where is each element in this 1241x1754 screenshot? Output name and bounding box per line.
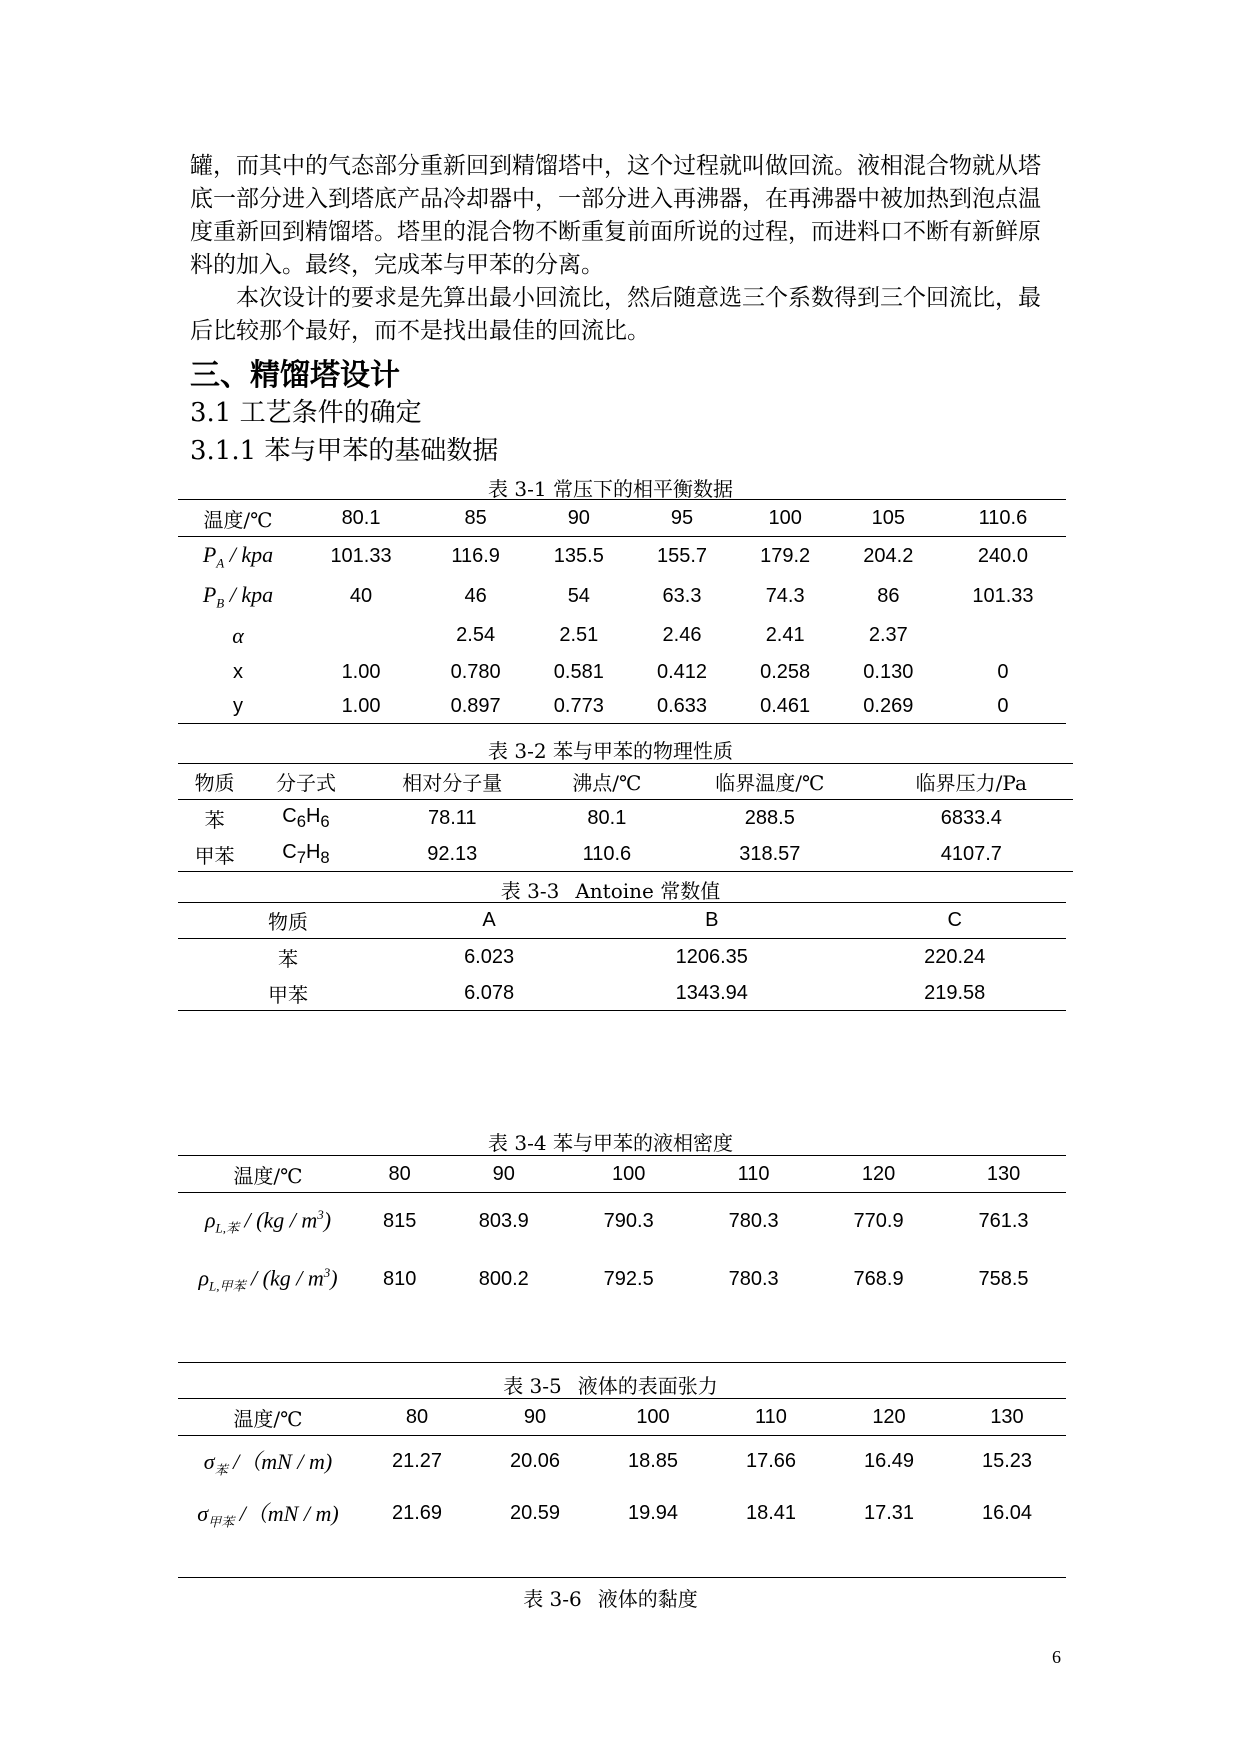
section-title: 三、精馏塔设计: [190, 358, 400, 393]
table2-cell: 92.13: [427, 842, 478, 865]
table1-y-row: [178, 690, 1066, 724]
table2-header: 物质: [178, 764, 251, 800]
table1-caption: 表 3-1 常压下的相平衡数据: [488, 477, 733, 501]
table4-cell: 768.9: [853, 1268, 904, 1290]
table5-cell: 16.49: [863, 1450, 915, 1473]
table3-cell: 220.24: [924, 946, 986, 969]
table5-cell: 16.04: [981, 1502, 1033, 1524]
table3-cell: 6.078: [464, 981, 515, 1004]
table5-cell: 18.41: [745, 1502, 797, 1524]
table4-cell: 800.2: [478, 1268, 529, 1290]
table1-phase-equilibrium: [178, 499, 1066, 724]
table1-cell: 110.6: [940, 500, 1066, 537]
table5-surface-tension: [178, 1398, 1066, 1578]
table1-cell: 0.633: [656, 694, 708, 717]
table1-temp-row: [178, 500, 1066, 537]
table5-row2-label: $\sigma_{甲苯}$ /（mN / m): [197, 1500, 339, 1530]
page-number: 6: [1052, 1647, 1061, 1667]
table1-cell: 80.1: [298, 500, 424, 537]
table5-cell: 90: [476, 1399, 594, 1436]
table4-caption: 表 3-4 苯与甲苯的液相密度: [488, 1131, 733, 1155]
table1-cell: 179.2: [760, 545, 811, 568]
table5-cell: 17.66: [745, 1450, 797, 1473]
table4-row2-label: $\rho_{L,甲苯} / (kg / m^3)$: [198, 1264, 338, 1294]
table2-physical-properties: [178, 763, 1073, 872]
table4-cell: 815: [382, 1210, 417, 1233]
table5-cell: 17.31: [863, 1502, 915, 1524]
table5-temp-label: 温度/℃: [178, 1399, 358, 1436]
table3-caption: 表 3-3 Antoine 常数值: [500, 879, 721, 903]
table5-cell: 110: [712, 1399, 830, 1436]
table1-cell: 40: [349, 585, 373, 607]
table1-cell: 0.780: [450, 660, 501, 683]
table1-pa-row: [178, 537, 1066, 577]
table2-header: 相对分子量: [361, 764, 544, 800]
table5-cell: 130: [948, 1399, 1066, 1436]
table4-cell: 803.9: [478, 1210, 529, 1233]
table4-cell: 90: [441, 1156, 566, 1193]
table4-row-toluene: [178, 1251, 1066, 1309]
table2-cell: 6833.4: [940, 807, 1002, 830]
table1-pb-row: [178, 577, 1066, 617]
table2-header: 沸点/℃: [544, 764, 670, 800]
table1-temp-label: 温度/℃: [178, 500, 298, 537]
table1-cell: 116.9: [451, 545, 500, 568]
table3-cell: 甲苯: [268, 982, 308, 1007]
table4-cell: 80: [358, 1156, 441, 1193]
intro-text: [190, 150, 1060, 348]
table4-cell: 110: [691, 1156, 816, 1193]
table1-cell: 2.54: [456, 624, 496, 646]
table5-cell: 15.23: [981, 1450, 1033, 1473]
table1-cell: 2.41: [765, 624, 805, 646]
table3-cell: 6.023: [464, 946, 515, 969]
table5-cell: 21.69: [391, 1502, 443, 1524]
table2-caption: 表 3-2 苯与甲苯的物理性质: [488, 739, 733, 763]
table5-cell: 18.85: [627, 1450, 679, 1473]
table1-cell: 0.897: [450, 694, 501, 717]
table3-header: C: [843, 903, 1066, 939]
intro-paragraph-2: 本次设计的要求是先算出最小回流比，然后随意选三个系数得到三个回流比，最后比较那个最好，而不是找出最佳的回流比。: [190, 285, 1041, 344]
table5-cell: 20.59: [509, 1502, 561, 1524]
subsection-title-3-1-1: 3.1.1 苯与甲苯的基础数据: [190, 436, 499, 466]
table1-cell: 54: [567, 585, 590, 607]
table3-header-row: [178, 903, 1066, 939]
table1-cell: 46: [464, 585, 487, 607]
table4-cell: 780.3: [728, 1268, 779, 1290]
table3-header: 物质: [178, 903, 398, 939]
table3-row-toluene: [178, 977, 1066, 1011]
table1-cell: 240.0: [977, 545, 1028, 568]
table4-cell: 120: [816, 1156, 941, 1193]
table2-cell: 318.57: [739, 842, 801, 865]
table4-row-benzene: [178, 1193, 1066, 1251]
table4-cell: 761.3: [978, 1210, 1029, 1233]
table1-cell: 85: [424, 500, 527, 537]
table1-cell: 1.00: [341, 694, 381, 717]
table1-cell: 105: [837, 500, 940, 537]
table5-row1-label: $\sigma_苯$ /（mN / m): [203, 1449, 333, 1478]
table4-cell: 810: [382, 1268, 417, 1290]
table1-cell: 86: [877, 585, 900, 607]
table5-temp-row: [178, 1399, 1066, 1436]
table6-caption: 表 3-6 液体的黏度: [523, 1587, 698, 1611]
table2-row-benzene: [178, 800, 1073, 838]
table3-cell: 1206.35: [675, 946, 748, 969]
table2-cell: 甲苯: [194, 843, 235, 868]
table4-temp-label: 温度/℃: [178, 1156, 358, 1193]
table1-pb-label: $P_B$ / kpa: [202, 581, 274, 611]
table1-cell: 74.3: [765, 585, 805, 607]
table2-cell: 78.11: [427, 807, 477, 830]
table5-row-benzene: [178, 1436, 1066, 1488]
table4-temp-row: [178, 1156, 1066, 1193]
table5-spacer-row: [178, 1540, 1066, 1578]
table2-formula: $C_6H_6$: [282, 805, 330, 832]
table4-cell: 130: [941, 1156, 1066, 1193]
table3-cell: 219.58: [924, 981, 986, 1004]
table1-alpha-row: [178, 617, 1066, 655]
table2-cell: 4107.7: [940, 842, 1002, 865]
table1-cell: 101.33: [330, 545, 392, 568]
table1-cell: 0.412: [656, 660, 708, 683]
table1-cell: 0.130: [863, 660, 914, 683]
table3-row-benzene: [178, 939, 1066, 977]
table1-cell: 1.00: [341, 660, 381, 683]
table4-cell: 792.5: [603, 1268, 654, 1290]
table2-cell: 110.6: [582, 842, 632, 865]
table1-cell: 2.37: [868, 624, 908, 646]
table1-cell: [298, 617, 424, 655]
table5-cell: 100: [594, 1399, 712, 1436]
table3-antoine-constants: [178, 902, 1066, 1011]
table2-cell: 288.5: [744, 807, 795, 830]
table4-spacer-row: [178, 1309, 1066, 1363]
table5-cell: 21.27: [391, 1450, 443, 1473]
table2-cell: 苯: [204, 808, 225, 833]
table2-header-row: [178, 764, 1073, 800]
table1-cell: 0: [997, 694, 1009, 717]
table5-cell: 80: [358, 1399, 476, 1436]
table1-cell: 0: [997, 660, 1009, 683]
table1-cell: 63.3: [662, 585, 702, 607]
table2-header: 临界温度/℃: [670, 764, 870, 800]
table1-cell: 2.46: [662, 624, 702, 646]
table4-row1-label: $\rho_{L,苯} / (kg / m^3)$: [204, 1206, 332, 1236]
table1-cell: [940, 617, 1066, 655]
table4-cell: 790.3: [603, 1210, 654, 1233]
table1-cell: 2.51: [559, 624, 599, 646]
table2-row-toluene: [178, 838, 1073, 872]
table4-liquid-density: [178, 1155, 1066, 1363]
table1-y-label: y: [233, 694, 243, 717]
table5-cell: 20.06: [509, 1450, 561, 1473]
table1-cell: 90: [527, 500, 630, 537]
table3-cell: 苯: [278, 947, 298, 972]
table5-cell: 120: [830, 1399, 948, 1436]
table1-cell: 0.773: [553, 694, 604, 717]
table2-header: 分子式: [251, 764, 361, 800]
table1-pa-label: $P_A$ / kpa: [202, 542, 274, 571]
intro-paragraph-1: 罐，而其中的气态部分重新回到精馏塔中，这个过程就叫做回流。液相混合物就从塔底一部分进入到塔底产品冷却器中，一部分进入再沸器，在再沸器中被加热到泡点温度重新回到精馏塔。塔里的混合物不断重复前面所说的过程，而进料口不断有新鲜原料的加入。最终，完成苯与甲苯的分离。: [190, 153, 1041, 278]
table1-cell: 0.258: [760, 660, 811, 683]
table4-cell: 770.9: [853, 1210, 904, 1233]
table1-cell: 95: [630, 500, 733, 537]
table3-cell: 1343.94: [675, 981, 748, 1004]
table2-formula: $C_7H_8$: [282, 840, 330, 867]
table1-cell: 0.581: [553, 660, 604, 683]
table2-header: 临界压力/Pa: [870, 764, 1073, 800]
table1-cell: 100: [734, 500, 837, 537]
table3-header: B: [580, 903, 843, 939]
table1-cell: 204.2: [863, 545, 914, 568]
table3-header: A: [398, 903, 580, 939]
table2-cell: 80.1: [587, 807, 627, 830]
table1-cell: 0.461: [760, 694, 811, 717]
subsection-title-3-1: 3.1 工艺条件的确定: [190, 398, 422, 428]
table1-cell: 0.269: [863, 694, 914, 717]
table1-cell: 101.33: [972, 585, 1034, 607]
table4-cell: 758.5: [978, 1268, 1029, 1290]
table5-row-toluene: [178, 1488, 1066, 1540]
table5-caption: 表 3-5 液体的表面张力: [503, 1374, 718, 1398]
table1-cell: 155.7: [656, 545, 708, 568]
table5-cell: 19.94: [627, 1502, 679, 1524]
table4-cell: 100: [566, 1156, 691, 1193]
table1-x-row: [178, 655, 1066, 690]
table1-cell: 135.5: [553, 545, 604, 568]
table1-alpha-label: α: [232, 622, 244, 648]
table4-cell: 780.3: [728, 1210, 779, 1233]
table1-x-label: x: [233, 660, 243, 683]
